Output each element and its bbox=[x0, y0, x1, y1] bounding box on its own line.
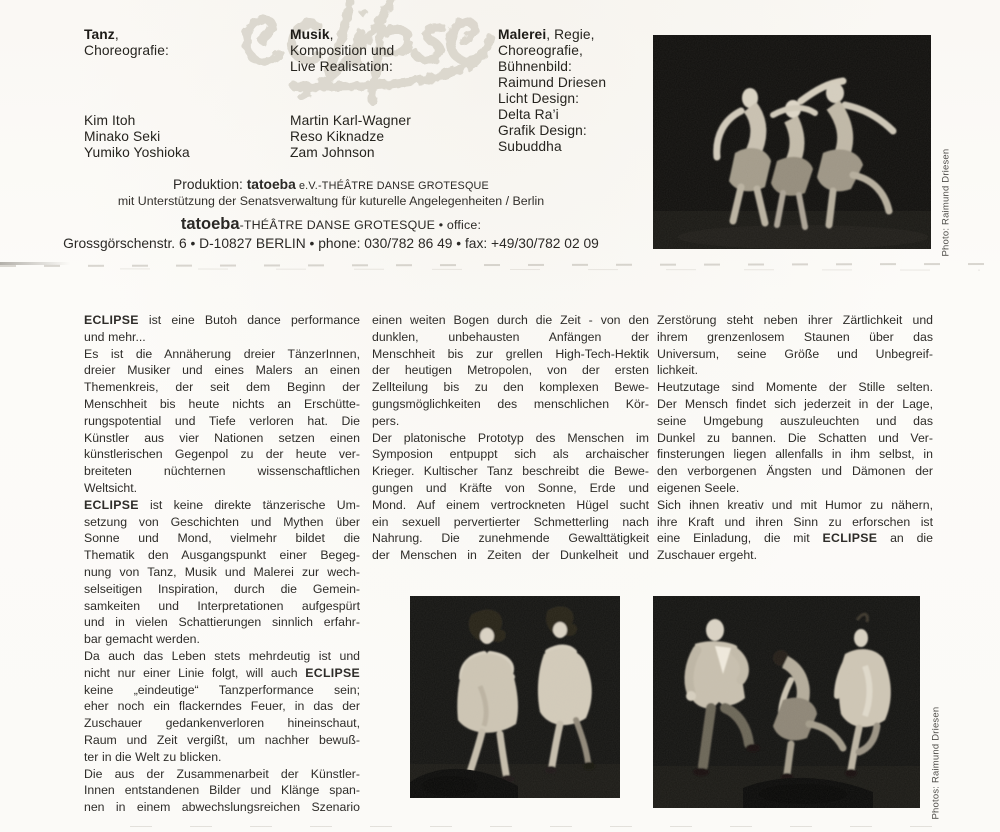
text-line: Martin Karl-Wagner bbox=[290, 113, 411, 128]
article-text-line: ihrem grenzenlosem Staunen über das bbox=[657, 329, 933, 344]
text-line: Yumiko Yoshioka bbox=[84, 145, 190, 160]
text-line: Choreografie: bbox=[84, 43, 169, 58]
text-line: Minako Seki bbox=[84, 129, 161, 144]
address-line: Grossgörschenstr. 6 • D-10827 BERLIN • phone: 030/782 86 49 • fax: +49/30/782 02 09 bbox=[63, 236, 599, 251]
article-text-line: nen in einem abwechslungsreichen Szenario bbox=[84, 800, 360, 815]
text-line: Zam Johnson bbox=[290, 145, 375, 160]
article-text-line: Künstler aus vier Nationen setzen einen bbox=[84, 430, 360, 445]
text-line: Delta Ra’i bbox=[498, 107, 559, 122]
article-text-line: Sich ihnen kreativ und mit Humor zu nähern, bbox=[657, 497, 933, 512]
article-text-line: Nahrung. Die zunehmende Gewalttätigkeit bbox=[372, 531, 649, 546]
article-text-line: setzung von Geschichten und Mythen über bbox=[84, 514, 360, 529]
article-text-line: pers. bbox=[372, 413, 400, 428]
stage-photo-trio-top bbox=[653, 35, 931, 249]
article-text-line: dreier Musiker und eines Malers an einen bbox=[84, 363, 360, 378]
article-text-line: Zuschauer ergeht. bbox=[657, 548, 757, 563]
article-text-line: lichkeit. bbox=[657, 363, 699, 378]
article-text-line: Innen entstandenen Bilder und Klänge span- bbox=[84, 783, 360, 798]
photo-credit-top: Photo: Raimund Driesen bbox=[940, 148, 952, 257]
stage-photo-trio-bottom bbox=[653, 596, 920, 808]
article-text-line: Universum, seine Größe und Unbegreif- bbox=[657, 346, 933, 361]
production-line-1 bbox=[35, 177, 627, 192]
article-text-line: Zerstörung steht neben ihrer Zärtlichkeit und bbox=[657, 313, 933, 327]
credit-dance-names bbox=[84, 113, 190, 161]
article-text-line: Es ist die Annäherung dreier TänzerInnen, bbox=[84, 346, 360, 361]
text-line: Grafik Design: bbox=[498, 123, 587, 138]
article-text-line: ihre Kraft und ihren Sinn zu erforschen ist bbox=[657, 514, 933, 529]
credit-music-names bbox=[290, 113, 411, 161]
article-column-2 bbox=[372, 312, 649, 564]
article-text-line: Die aus der Zusammenarbeit der Künstler- bbox=[84, 766, 360, 781]
article-text-line: Raum und Zeit vergißt, um nachher bewuß- bbox=[84, 732, 360, 747]
article-text-line: künstlerischen Gegenpol zu der heute ver- bbox=[84, 447, 360, 462]
credit-music-label bbox=[290, 27, 394, 75]
article-text-line: finsterungen liegen allenfalls in ihm selbst, in bbox=[657, 447, 933, 462]
article-text-line: Da auch das Leben stets mehrdeutig ist und bbox=[84, 648, 360, 663]
article-text-line: Der platonische Prototyp des Menschen im bbox=[372, 430, 649, 445]
text-line: Bühnenbild: bbox=[498, 59, 572, 74]
article-text-line: Zellteilung bis zu den komplexen Bewe- bbox=[372, 380, 649, 395]
article-text-line: nung von Tanz, Musik und Malerei zur wech- bbox=[84, 564, 360, 579]
article-text-line: und in vielen Schattierungen sinnlich erfahr- bbox=[84, 615, 360, 630]
article-text-line: seine Umgebung auszuleuchten und das bbox=[657, 413, 933, 428]
text-line: Licht Design: bbox=[498, 91, 580, 106]
article-text-line: einen weiten Bogen durch die Zeit - von den bbox=[372, 313, 649, 327]
text-line: Raimund Driesen bbox=[498, 75, 607, 90]
text-line: Live Realisation: bbox=[290, 59, 393, 74]
tatoeba-name: tatoeba bbox=[180, 215, 240, 233]
production-line-2: mit Unterstützung der Senatsverwaltung für kuturelle Angelegenheiten / Berlin bbox=[117, 194, 545, 208]
article-text-line: Mond. Auf einem vertrockneten Hügel sucht bbox=[372, 497, 649, 512]
article-text-line: selseitigen Inspiration, durch die Gemein- bbox=[84, 581, 360, 596]
credit-dance-label bbox=[84, 27, 169, 59]
article-text-line: eigenen Seele. bbox=[657, 480, 740, 495]
text-line: Subuddha bbox=[498, 139, 562, 154]
tatoeba-name: tatoeba bbox=[246, 177, 296, 192]
article-text-line: den verborgenen Ängsten und Dämonen der bbox=[657, 464, 933, 479]
article-text-line: bar gemacht werden. bbox=[84, 632, 200, 647]
article-text-line: Weltsicht. bbox=[84, 480, 138, 495]
paper-fold-shadow bbox=[0, 262, 70, 265]
text-line: Komposition und bbox=[290, 43, 395, 58]
text-line: Tanz, bbox=[84, 27, 119, 42]
article-text-line: breiteten nüchternen wissenschaftlichen bbox=[84, 464, 360, 479]
photo-credit-bottom: Photos: Raimund Driesen bbox=[930, 706, 942, 820]
article-column-3 bbox=[657, 312, 933, 564]
article-column-1 bbox=[84, 312, 360, 816]
paper-tear-line bbox=[0, 263, 1000, 267]
article-text-line: Menschheit bis heute nichts an Erschütte- bbox=[84, 396, 360, 411]
article-text-line: Krieger. Kultischer Tanz beschreibt die Bewe- bbox=[372, 464, 649, 479]
article-text-line: ein sexuell pervertierter Schmetterling nach bbox=[372, 514, 649, 529]
article-text-line: Themenkreis, der seit dem Beginn der bbox=[84, 380, 360, 395]
article-text-line: eine Einladung, die mit ECLIPSE an die bbox=[657, 531, 933, 546]
article-text-line: Symposion entpuppt sich als archaischer bbox=[372, 447, 649, 462]
text-line: Kim Itoh bbox=[84, 113, 136, 128]
office-label: -THÉÂTRE DANSE GROTESQUE • office: bbox=[239, 218, 482, 232]
article-text-line: ter in die Welt zu blicken. bbox=[84, 749, 222, 764]
article-text-line: ECLIPSE ist keine direkte tänzerische Um- bbox=[84, 497, 360, 512]
article-text-line: gungen und Kräfte von Sonne, Erde und bbox=[372, 480, 649, 495]
scan-bottom-artifact bbox=[130, 826, 970, 827]
stage-photo-duo-bottom bbox=[410, 596, 620, 798]
article-text-line: eher noch ein flackerndes Feuer, in das der bbox=[84, 699, 360, 714]
article-text-line: Menschheit bis zur grellen High-Tech-Hektik bbox=[372, 346, 649, 361]
paper-tear-line-2 bbox=[120, 268, 980, 270]
article-text-line: rungspotential und Tiefe verloren hat. Die bbox=[84, 413, 360, 428]
production-suffix: e.V.-THÉÂTRE DANSE GROTESQUE bbox=[295, 180, 489, 192]
article-text-line: Zuschauer gedankenverloren hineinschaut, bbox=[84, 716, 360, 731]
article-text-line: Dunkel zu bannen. Die Schatten und Ver- bbox=[657, 430, 933, 445]
text-line: Musik, bbox=[290, 27, 334, 42]
article-text-line: nicht nur einer Linie folgt, will auch ECLIPSE bbox=[84, 665, 360, 680]
article-text-line: keine „eindeutige“ Tanzperformance sein; bbox=[84, 682, 360, 697]
text-line: Choreografie, bbox=[498, 43, 583, 58]
article-text-line: der Menschen in Zeiten der Dunkelheit und bbox=[372, 548, 649, 563]
text-line: Malerei, Regie, bbox=[498, 27, 595, 42]
article-text-line: Heutzutage sind Momente der Stille selten. bbox=[657, 380, 933, 395]
article-text-line: samkeiten und Interpretationen aufgespürt bbox=[84, 598, 360, 613]
article-text-line: gungsmöglichkeiten des menschlichen Kör- bbox=[372, 396, 649, 411]
text-line: Reso Kiknadze bbox=[290, 129, 385, 144]
credit-painting-block bbox=[498, 27, 606, 155]
production-block bbox=[35, 177, 627, 251]
article-text-line: dunklen, unbehausten Anfängen der bbox=[372, 329, 649, 344]
article-text-line: ECLIPSE ist eine Butoh dance performance bbox=[84, 313, 360, 327]
article-text-line: Sonne und Mond, vielmehr bildet die bbox=[84, 531, 360, 546]
article-text-line: Thematik den Ausgangspunkt einer Begeg- bbox=[84, 548, 360, 563]
article-text-line: und mehr... bbox=[84, 329, 146, 344]
office-line bbox=[35, 215, 627, 234]
production-prefix: Produktion: bbox=[173, 177, 247, 192]
article-text-line: Der Mensch findet sich jederzeit in der Lage, bbox=[657, 396, 933, 411]
article-text-line: der heutigen Metropolen, von der ersten bbox=[372, 363, 649, 378]
